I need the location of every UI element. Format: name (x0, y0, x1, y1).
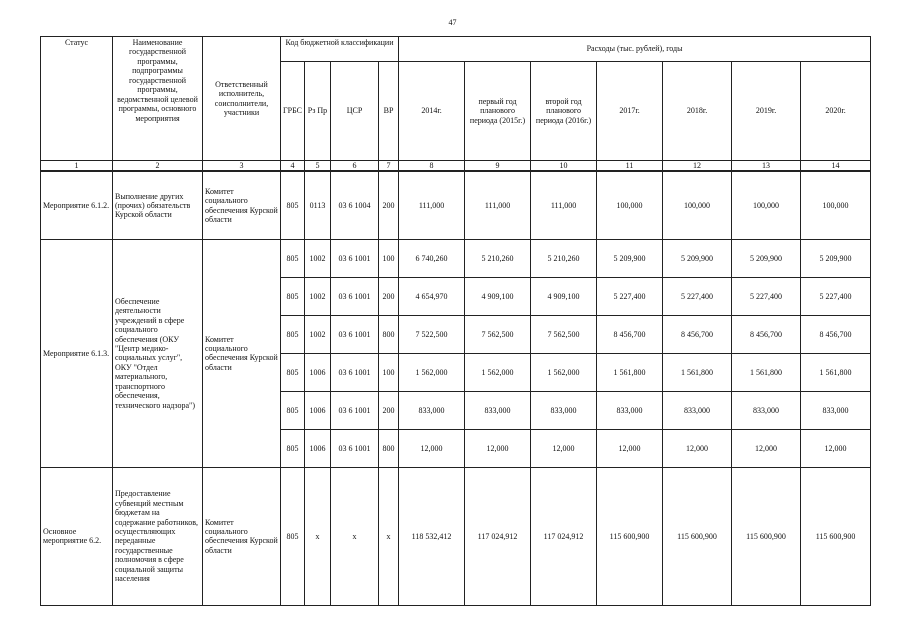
column-number: 11 (597, 161, 663, 172)
rzpr-cell: 1002 (305, 277, 331, 315)
value-cell: 1 561,800 (732, 353, 801, 391)
value-cell: 1 561,800 (597, 353, 663, 391)
responsible-cell: Комитет социального обеспечения Курской области (203, 171, 281, 239)
value-cell: 8 456,700 (732, 315, 801, 353)
rzpr-cell: 1002 (305, 239, 331, 277)
value-cell: 12,000 (732, 429, 801, 467)
column-number: 3 (203, 161, 281, 172)
value-cell: 5 209,900 (597, 239, 663, 277)
value-cell: 833,000 (732, 391, 801, 429)
header-vr: ВР (379, 62, 399, 161)
header-classification: Код бюджетной классификации (281, 37, 399, 62)
value-cell: 115 600,900 (663, 467, 732, 605)
csr-cell: x (331, 467, 379, 605)
column-number: 2 (113, 161, 203, 172)
column-number: 9 (465, 161, 531, 172)
value-cell: 1 562,000 (465, 353, 531, 391)
header-status: Статус (41, 37, 113, 161)
csr-cell: 03 6 1001 (331, 277, 379, 315)
vr-cell: 800 (379, 429, 399, 467)
table-row (41, 171, 871, 239)
value-cell: 833,000 (597, 391, 663, 429)
csr-cell: 03 6 1001 (331, 429, 379, 467)
value-cell: 4 909,100 (531, 277, 597, 315)
responsible-cell: Комитет социального обеспечения Курской области (203, 467, 281, 605)
csr-cell: 03 6 1004 (331, 171, 379, 239)
value-cell: 5 227,400 (801, 277, 871, 315)
grbs-cell: 805 (281, 391, 305, 429)
column-number: 12 (663, 161, 732, 172)
rzpr-cell: 1006 (305, 429, 331, 467)
value-cell: 100,000 (597, 171, 663, 239)
value-cell: 1 562,000 (399, 353, 465, 391)
value-cell: 5 209,900 (801, 239, 871, 277)
name-cell: Выполнение других (прочих) обязательств Курской области (113, 171, 203, 239)
status-cell: Мероприятие 6.1.2. (41, 171, 113, 239)
value-cell: 115 600,900 (597, 467, 663, 605)
vr-cell: 200 (379, 277, 399, 315)
header-year-2015: первый год планового периода (2015г.) (465, 62, 531, 161)
value-cell: 12,000 (597, 429, 663, 467)
value-cell: 833,000 (801, 391, 871, 429)
value-cell: 8 456,700 (663, 315, 732, 353)
header-year-2017: 2017г. (597, 62, 663, 161)
value-cell: 115 600,900 (732, 467, 801, 605)
value-cell: 7 562,500 (531, 315, 597, 353)
header-responsible: Ответственный исполнитель, соисполнители, участники (203, 37, 281, 161)
column-numbers-row (41, 161, 871, 172)
value-cell: 111,000 (465, 171, 531, 239)
value-cell: 115 600,900 (801, 467, 871, 605)
value-cell: 118 532,412 (399, 467, 465, 605)
value-cell: 7 522,500 (399, 315, 465, 353)
value-cell: 833,000 (663, 391, 732, 429)
rzpr-cell: 1002 (305, 315, 331, 353)
value-cell: 6 740,260 (399, 239, 465, 277)
value-cell: 833,000 (399, 391, 465, 429)
vr-cell: x (379, 467, 399, 605)
budget-table (40, 36, 871, 606)
value-cell: 12,000 (663, 429, 732, 467)
value-cell: 5 227,400 (732, 277, 801, 315)
vr-cell: 100 (379, 239, 399, 277)
value-cell: 5 227,400 (597, 277, 663, 315)
vr-cell: 200 (379, 391, 399, 429)
column-number: 1 (41, 161, 113, 172)
header-rzpr: Рз Пр (305, 62, 331, 161)
csr-cell: 03 6 1001 (331, 239, 379, 277)
value-cell: 12,000 (531, 429, 597, 467)
column-number: 8 (399, 161, 465, 172)
header-expenses: Расходы (тыс. рублей), годы (399, 37, 871, 62)
header-year-2014: 2014г. (399, 62, 465, 161)
table-row (41, 467, 871, 605)
value-cell: 1 562,000 (531, 353, 597, 391)
value-cell: 5 209,900 (732, 239, 801, 277)
header-year-2019: 2019г. (732, 62, 801, 161)
csr-cell: 03 6 1001 (331, 353, 379, 391)
column-number: 4 (281, 161, 305, 172)
value-cell: 117 024,912 (465, 467, 531, 605)
value-cell: 8 456,700 (801, 315, 871, 353)
value-cell: 7 562,500 (465, 315, 531, 353)
grbs-cell: 805 (281, 429, 305, 467)
rzpr-cell: 1006 (305, 391, 331, 429)
grbs-cell: 805 (281, 353, 305, 391)
header-grbs: ГРБС (281, 62, 305, 161)
csr-cell: 03 6 1001 (331, 391, 379, 429)
value-cell: 12,000 (465, 429, 531, 467)
column-number: 14 (801, 161, 871, 172)
name-cell: Обеспечение деятельности учреждений в сфере социального обеспечения (ОКУ "Центр медико-социальных услуг", ОКУ "Отдел материального, транспортного обеспечения, технического надзора") (113, 239, 203, 467)
grbs-cell: 805 (281, 467, 305, 605)
value-cell: 1 561,800 (801, 353, 871, 391)
vr-cell: 100 (379, 353, 399, 391)
grbs-cell: 805 (281, 171, 305, 239)
column-number: 10 (531, 161, 597, 172)
value-cell: 833,000 (531, 391, 597, 429)
table-row (41, 239, 871, 277)
header-year-2016: второй год планового периода (2016г.) (531, 62, 597, 161)
value-cell: 111,000 (531, 171, 597, 239)
csr-cell: 03 6 1001 (331, 315, 379, 353)
grbs-cell: 805 (281, 315, 305, 353)
rzpr-cell: 1006 (305, 353, 331, 391)
status-cell: Основное мероприятие 6.2. (41, 467, 113, 605)
value-cell: 100,000 (732, 171, 801, 239)
value-cell: 1 561,800 (663, 353, 732, 391)
column-number: 7 (379, 161, 399, 172)
value-cell: 833,000 (465, 391, 531, 429)
header-year-2020: 2020г. (801, 62, 871, 161)
vr-cell: 200 (379, 171, 399, 239)
column-number: 5 (305, 161, 331, 172)
status-cell: Мероприятие 6.1.3. (41, 239, 113, 467)
header-name: Наименование государственной программы, подпрограммы государственной программы, ведомственной целевой программы, основного мероприятия (113, 37, 203, 161)
rzpr-cell: 0113 (305, 171, 331, 239)
value-cell: 111,000 (399, 171, 465, 239)
value-cell: 4 909,100 (465, 277, 531, 315)
name-cell: Предоставление субвенций местным бюджетам на содержание работников, осуществляющих переданные государственные полномочия в сфере социальной защиты населения (113, 467, 203, 605)
responsible-cell: Комитет социального обеспечения Курской области (203, 239, 281, 467)
value-cell: 5 210,260 (465, 239, 531, 277)
value-cell: 5 209,900 (663, 239, 732, 277)
page-number: 47 (448, 18, 457, 27)
column-number: 6 (331, 161, 379, 172)
header-csr: ЦСР (331, 62, 379, 161)
value-cell: 8 456,700 (597, 315, 663, 353)
rzpr-cell: x (305, 467, 331, 605)
value-cell: 12,000 (399, 429, 465, 467)
value-cell: 100,000 (663, 171, 732, 239)
grbs-cell: 805 (281, 277, 305, 315)
grbs-cell: 805 (281, 239, 305, 277)
value-cell: 4 654,970 (399, 277, 465, 315)
value-cell: 12,000 (801, 429, 871, 467)
value-cell: 5 210,260 (531, 239, 597, 277)
value-cell: 5 227,400 (663, 277, 732, 315)
column-number: 13 (732, 161, 801, 172)
header-year-2018: 2018г. (663, 62, 732, 161)
value-cell: 100,000 (801, 171, 871, 239)
value-cell: 117 024,912 (531, 467, 597, 605)
vr-cell: 800 (379, 315, 399, 353)
